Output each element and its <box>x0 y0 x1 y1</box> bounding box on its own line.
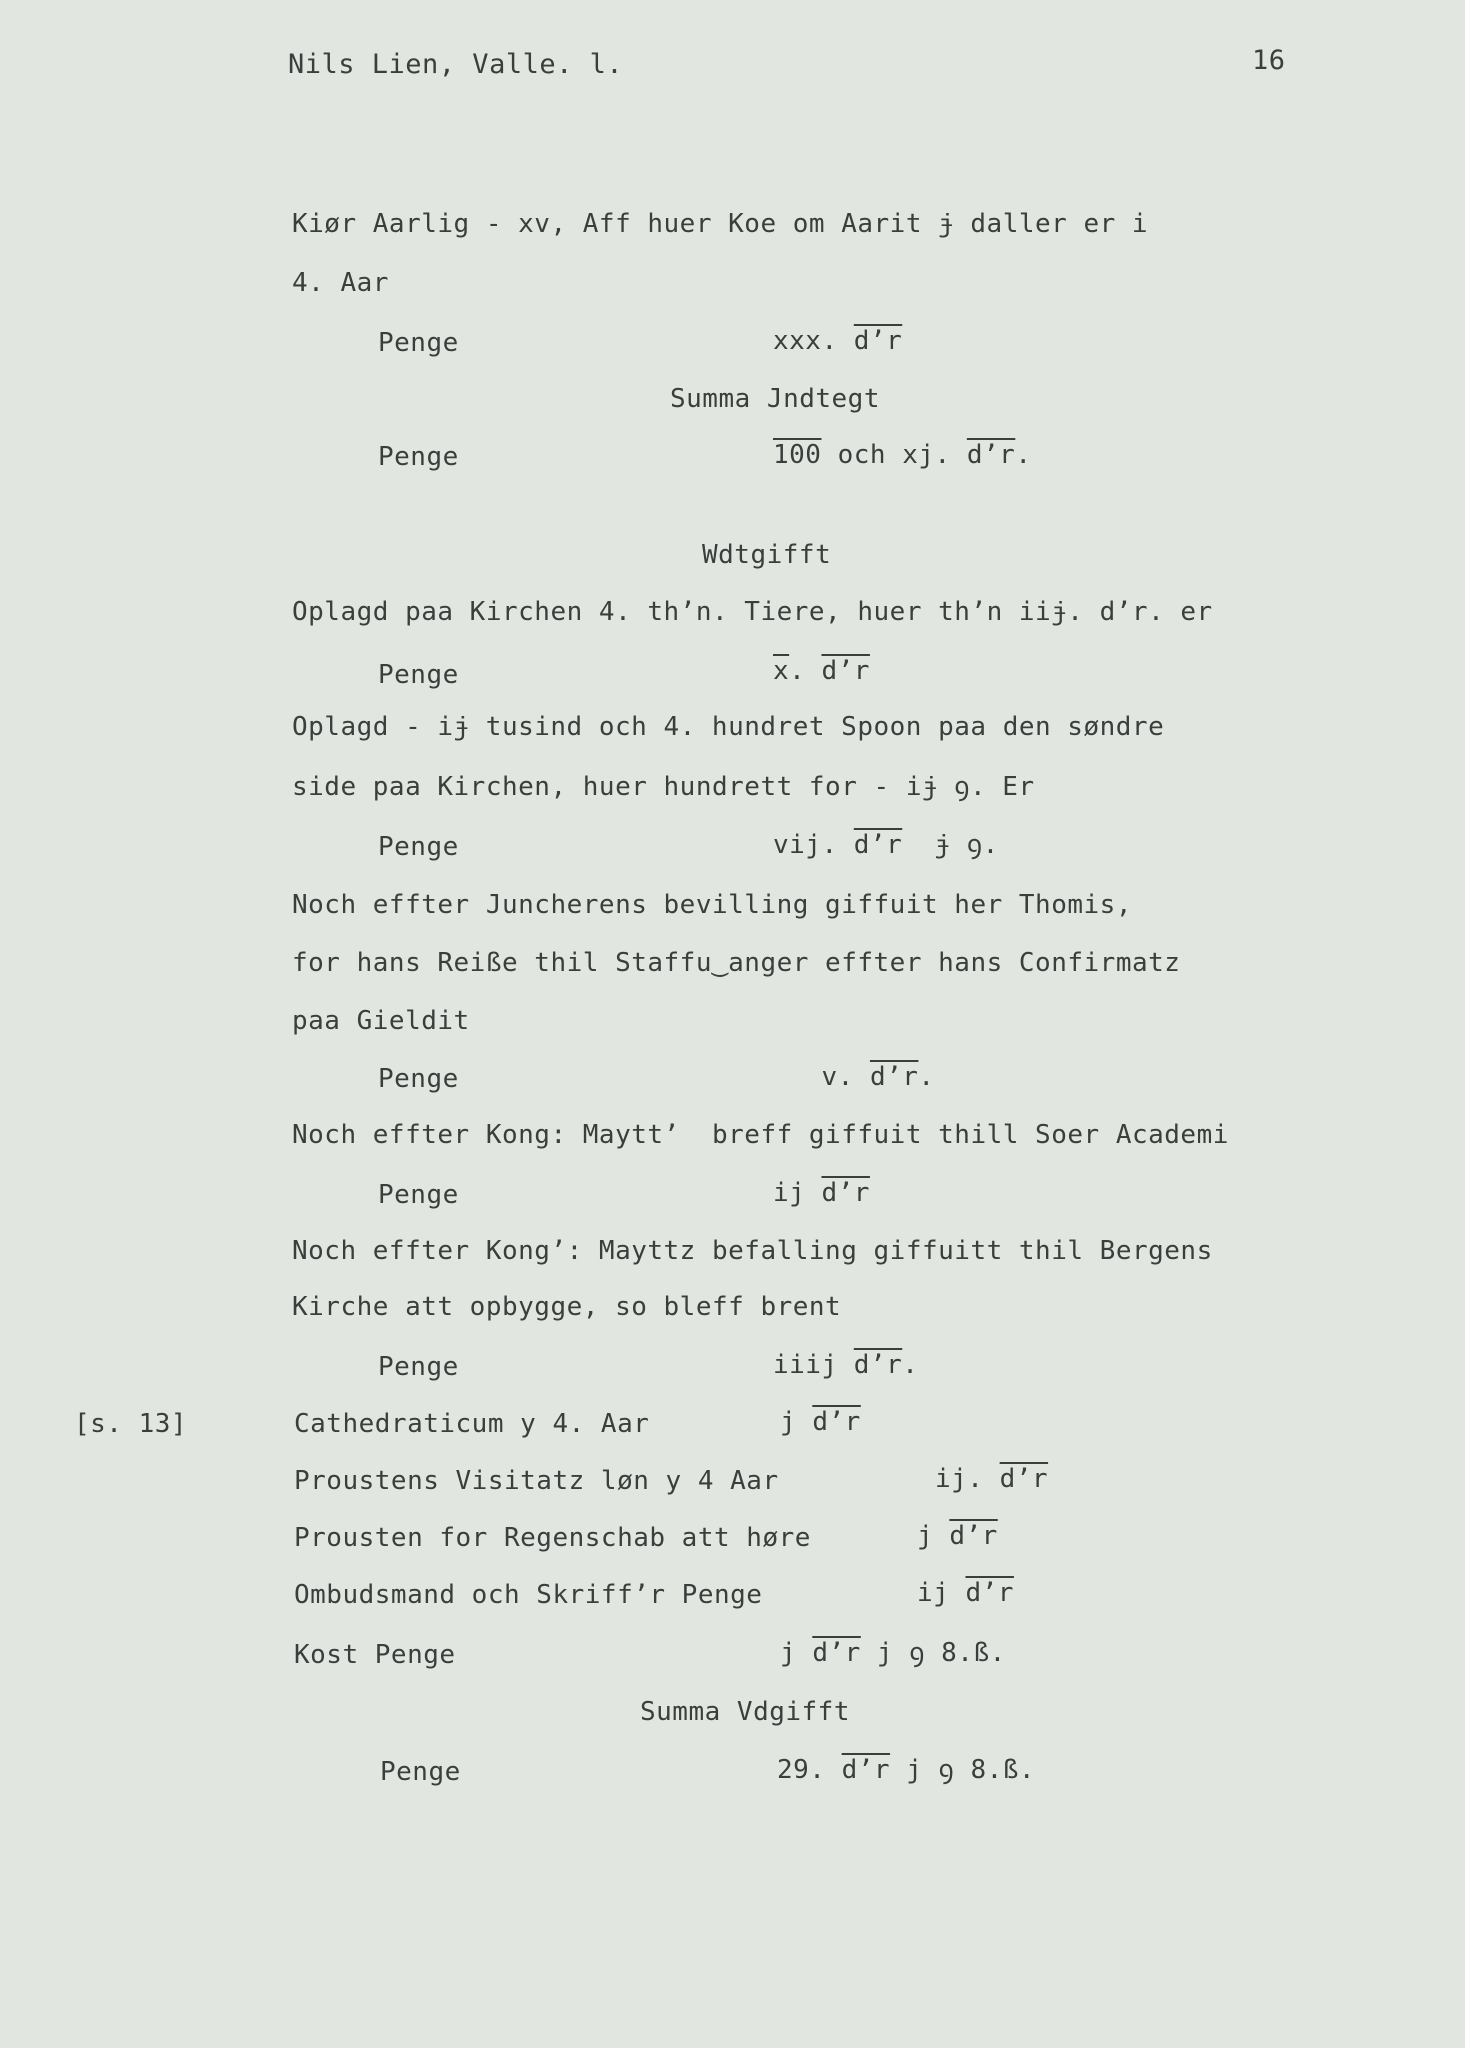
amount-tail: . <box>918 1062 935 1092</box>
amount-value: j <box>917 1521 934 1551</box>
unit-dr: d’r <box>966 440 1016 470</box>
text-line: Noch effter Juncherens bevilling giffuit her Thomis, <box>292 890 1132 920</box>
expense-amount <box>935 1464 1048 1494</box>
text-line: side paa Kirchen, huer hundrett for - iɉ ꝯ. Er <box>292 772 1035 802</box>
amount-overlined: 100 <box>773 440 822 470</box>
unit-dr: d’r <box>965 1578 1014 1608</box>
expense-label: Ombudsmand och Skriff’r Penge <box>294 1580 763 1610</box>
unit-dr: d’r <box>841 1755 891 1785</box>
unit-dr: d’r <box>853 326 903 356</box>
item-label: Penge <box>378 1352 459 1382</box>
item-amount <box>773 440 1031 470</box>
text-line: paa Gieldit <box>292 1006 470 1036</box>
amount-value: ij. <box>935 1464 984 1494</box>
item-amount <box>773 830 999 860</box>
unit-dr: d’r <box>812 1638 861 1668</box>
expense-amount <box>917 1578 1014 1608</box>
item-label: Penge <box>378 328 459 358</box>
text-line: Noch effter Kong: Maytt’ breff giffuit thill Soer Academi <box>292 1120 1229 1150</box>
section-heading: Wdtgifft <box>702 540 832 570</box>
amount-tail: . <box>902 1350 919 1380</box>
amount-value: vij. <box>773 830 838 860</box>
item-label: Penge <box>378 660 459 690</box>
amount-tail: ɉ ꝯ. <box>902 830 999 860</box>
expense-label: Prousten for Regenschab att høre <box>294 1523 811 1553</box>
expense-label: Cathedraticum y 4. Aar <box>294 1409 650 1439</box>
amount-value: 29. <box>777 1755 826 1785</box>
unit-dr: d’r <box>821 656 870 686</box>
item-amount <box>773 656 870 686</box>
unit-dr: d’r <box>999 1464 1049 1494</box>
header-title: Nils Lien, Valle. l. <box>288 49 624 80</box>
amount-tail: j ꝯ 8.ß. <box>890 1755 1036 1785</box>
summa-heading: Summa Jndtegt <box>670 384 880 414</box>
amount-value: ij <box>917 1578 950 1608</box>
unit-dr: d’r <box>853 830 903 860</box>
margin-reference: [s. 13] <box>74 1409 188 1439</box>
text-line: Kirche att opbygge, so bleff brent <box>292 1292 842 1322</box>
unit-dr: d’r <box>821 1178 870 1208</box>
text-line: Noch effter Kong’: Mayttz befalling giffuitt thil Bergens <box>292 1236 1213 1266</box>
amount-tail: . <box>1015 440 1032 470</box>
item-amount <box>773 326 902 356</box>
amount-value: v. <box>773 1062 854 1092</box>
text-line: Oplagd paa Kirchen 4. th’n. Tiere, huer th’n iiɉ. d’r. er <box>292 597 1213 627</box>
unit-dr: d’r <box>949 1521 998 1551</box>
page-number: 16 <box>1252 45 1286 76</box>
unit-dr: d’r <box>869 1062 919 1092</box>
summa-heading: Summa Vdgifft <box>640 1697 850 1727</box>
amount-value: j <box>780 1407 797 1437</box>
amount-tail: j ꝯ 8.ß. <box>860 1638 1006 1668</box>
text-line: Kiør Aarlig - xv, Aff huer Koe om Aarit ɉ daller er i <box>292 209 1149 239</box>
expense-amount <box>780 1638 1006 1668</box>
expense-label: Kost Penge <box>294 1640 456 1670</box>
item-amount <box>773 1178 870 1208</box>
item-label: Penge <box>378 442 459 472</box>
item-label: Penge <box>380 1757 461 1787</box>
amount-value: och xj. <box>821 440 951 470</box>
amount-value: xxx. <box>773 326 838 356</box>
item-amount <box>773 1062 935 1092</box>
unit-dr: d’r <box>853 1350 903 1380</box>
item-label: Penge <box>378 1064 459 1094</box>
amount-value: . <box>789 656 806 686</box>
expense-label: Proustens Visitatz løn y 4 Aar <box>294 1466 779 1496</box>
item-amount <box>777 1755 1035 1785</box>
amount-overlined: $\overline{x}$ <box>773 656 790 686</box>
text-line: for hans Reiße thil Staffu‿anger effter hans Confirmatz <box>292 948 1181 978</box>
item-amount <box>773 1350 918 1380</box>
expense-amount <box>917 1521 998 1551</box>
unit-dr: d’r <box>812 1407 861 1437</box>
item-label: Penge <box>378 832 459 862</box>
item-label: Penge <box>378 1180 459 1210</box>
text-line: 4. Aar <box>292 268 389 298</box>
amount-value: iiij <box>773 1350 838 1380</box>
text-line: Oplagd - iɉ tusind och 4. hundret Spoon paa den søndre <box>292 712 1165 742</box>
amount-value: j <box>780 1638 797 1668</box>
amount-value: ij <box>773 1178 806 1208</box>
expense-amount <box>780 1407 861 1437</box>
